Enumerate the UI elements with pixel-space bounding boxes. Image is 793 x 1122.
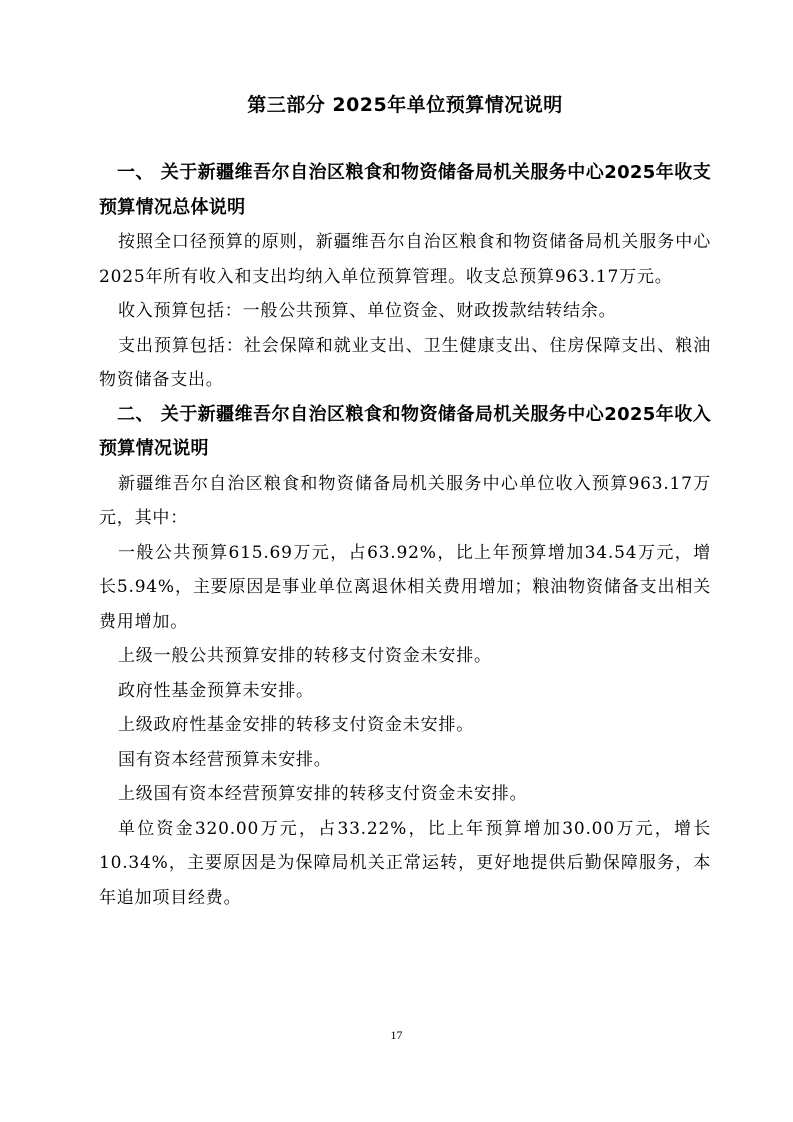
section-heading-overview: 一、 关于新疆维吾尔自治区粮食和物资储备局机关服务中心2025年收支预算情况总体说明: [99, 162, 711, 218]
paragraph-transfer-general: 上级一般公共预算安排的转移支付资金未安排。: [118, 646, 492, 666]
page-number: 17: [390, 1028, 403, 1042]
paragraph-transfer-fund: 上级政府性基金安排的转移支付资金未安排。: [118, 715, 474, 735]
section-heading-income: 二、 关于新疆维吾尔自治区粮食和物资储备局机关服务中心2025年收入预算情况说明: [99, 403, 711, 459]
section-income: [99, 398, 711, 916]
paragraph-government-fund: 政府性基金预算未安排。: [118, 680, 314, 701]
paragraph-income-total: 新疆维吾尔自治区粮食和物资储备局机关服务中心单位收入预算963.17万元，其中：: [99, 473, 711, 528]
paragraph-expense-scope: 支出预算包括：社会保障和就业支出、卫生健康支出、住房保障支出、粮油物资储备支出。: [99, 335, 711, 390]
paragraph-income-scope: 收入预算包括：一般公共预算、单位资金、财政拨款结转结余。: [118, 301, 617, 321]
page-content: [99, 90, 711, 915]
paragraph-general-budget: 一般公共预算615.69万元，占63.92%，比上年预算增加34.54万元，增长5.94%，主要原因是事业单位离退休相关费用增加；粮油物资储备支出相关费用增加。: [99, 542, 711, 632]
paragraph-unit-funds: 单位资金320.00万元，占33.22%，比上年预算增加30.00万元，增长10.34%，主要原因是为保障局机关正常运转，更好地提供后勤保障服务，本年追加项目经费。: [99, 818, 711, 908]
paragraph-overview-principle: 按照全口径预算的原则，新疆维吾尔自治区粮食和物资储备局机关服务中心2025年所有收入和支出均纳入单位预算管理。收支总预算963.17万元。: [99, 232, 711, 287]
paragraph-transfer-capital: 上级国有资本经营预算安排的转移支付资金未安排。: [118, 784, 528, 804]
section-overview: [99, 156, 711, 398]
page-title: 第三部分 2025年单位预算情况说明: [247, 94, 563, 116]
paragraph-state-capital: 国有资本经营预算未安排。: [118, 749, 332, 770]
